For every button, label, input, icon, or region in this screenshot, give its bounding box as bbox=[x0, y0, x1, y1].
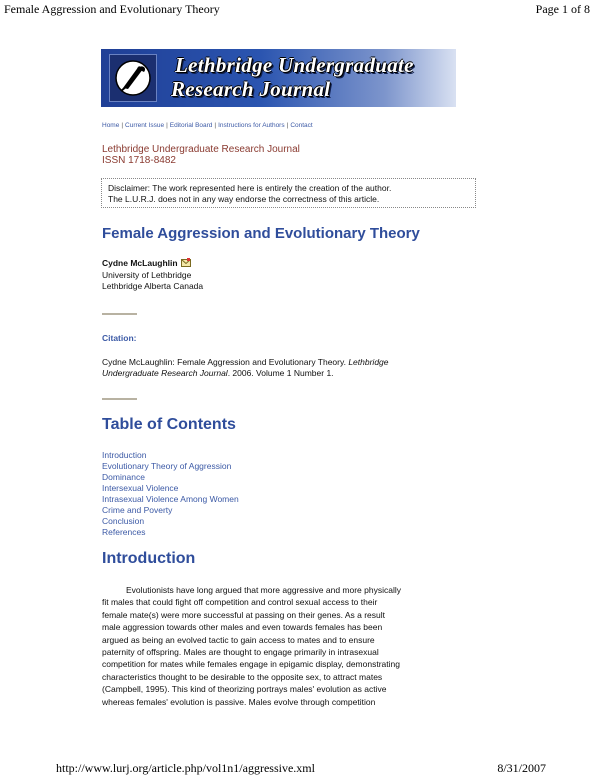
toc-link-evolutionary-theory[interactable]: Evolutionary Theory of Aggression bbox=[102, 461, 232, 471]
disclaimer-box bbox=[101, 178, 476, 208]
toc-link-intrasexual-violence[interactable]: Intrasexual Violence Among Women bbox=[102, 494, 239, 504]
nav-current-issue-link[interactable]: Current Issue bbox=[125, 122, 165, 129]
text-line: characteristics thought to be desirable to the opposite sex, to attract mates bbox=[102, 671, 383, 682]
toc-link-intersexual-violence[interactable]: Intersexual Violence bbox=[102, 483, 179, 493]
disclaimer-line-2: The L.U.R.J. does not in any way endorse the correctness of this article. bbox=[108, 194, 380, 204]
text-line: male aggression towards other males and even towards females has been bbox=[102, 622, 383, 633]
toc-link-crime-poverty[interactable]: Crime and Poverty bbox=[102, 505, 173, 515]
text-line: whereas females' evolution is passive. Males evolve through competition bbox=[102, 696, 376, 707]
banner-title-line2: Research Journal bbox=[171, 77, 331, 101]
toc-link-dominance[interactable]: Dominance bbox=[102, 472, 145, 482]
nav-contact-link[interactable]: Contact bbox=[290, 122, 313, 129]
text-line: female mate(s) were more successful at passing on their genes. As a result bbox=[102, 609, 385, 620]
introduction-heading: Introduction bbox=[102, 550, 196, 567]
author-name: Cydne McLaughlin bbox=[102, 258, 178, 268]
nav-separator: | bbox=[214, 122, 217, 129]
citation-journal-part2: Undergraduate Research Journal bbox=[102, 368, 228, 378]
citation-text bbox=[102, 357, 482, 379]
journal-issn: ISSN 1718-8482 bbox=[102, 155, 176, 166]
quill-logo-icon bbox=[109, 54, 157, 102]
toc-link-conclusion[interactable]: Conclusion bbox=[102, 516, 145, 526]
text-line: paternity of offspring. Males are thought to engage primarily in intrasexual bbox=[102, 647, 379, 658]
toc-heading: Table of Contents bbox=[102, 416, 236, 433]
journal-info bbox=[102, 144, 300, 166]
citation-prefix: Cydne McLaughlin: Female Aggression and Evolutionary Theory. bbox=[102, 357, 349, 367]
toc-link-references[interactable]: References bbox=[102, 527, 146, 537]
print-header-page: Page 1 of 8 bbox=[535, 2, 590, 16]
top-navigation bbox=[102, 122, 313, 129]
author-affiliation-1: University of Lethbridge bbox=[102, 270, 192, 280]
nav-home-link[interactable]: Home bbox=[102, 122, 120, 129]
author-block bbox=[102, 258, 203, 292]
introduction-paragraph bbox=[102, 584, 482, 708]
print-header-title: Female Aggression and Evolutionary Theory bbox=[4, 2, 220, 16]
nav-separator: | bbox=[286, 122, 289, 129]
journal-name: Lethbridge Undergraduate Research Journal bbox=[102, 144, 300, 155]
print-footer-date: 8/31/2007 bbox=[497, 761, 546, 775]
nav-editorial-board-link[interactable]: Editorial Board bbox=[169, 122, 213, 129]
email-author-icon[interactable] bbox=[181, 258, 191, 270]
citation-label: Citation: bbox=[102, 333, 137, 343]
citation-journal-part1: Lethbridge bbox=[348, 357, 389, 367]
text-line: Evolutionists have long argued that more aggressive and more physically bbox=[126, 585, 401, 595]
section-divider bbox=[102, 313, 137, 315]
nav-instructions-link[interactable]: Instructions for Authors bbox=[218, 122, 285, 129]
print-footer-url: http://www.lurj.org/article.php/vol1n1/aggressive.xml bbox=[56, 761, 315, 775]
text-line: (Campbell, 1995). This kind of theorizing portrays males' evolution as active bbox=[102, 684, 387, 695]
article-title: Female Aggression and Evolutionary Theory bbox=[102, 225, 420, 242]
banner-title-line1: Lethbridge Undergraduate bbox=[175, 53, 414, 77]
author-affiliation-2: Lethbridge Alberta Canada bbox=[102, 281, 204, 291]
text-line: argued as being an evolved tactic to gain access to mates and to ensure bbox=[102, 634, 375, 645]
text-line: competition for mates while females engage in epigamic display, demonstrating bbox=[102, 659, 400, 670]
section-divider bbox=[102, 398, 137, 400]
nav-separator: | bbox=[166, 122, 168, 129]
journal-banner[interactable] bbox=[101, 49, 456, 107]
text-line: fit males that could fight off competition and control sexual access to their bbox=[102, 597, 378, 608]
citation-suffix: . 2006. Volume 1 Number 1. bbox=[227, 368, 334, 378]
toc-link-introduction[interactable]: Introduction bbox=[102, 450, 147, 460]
nav-separator: | bbox=[121, 122, 124, 129]
disclaimer-line-1: Disclaimer: The work represented here is entirely the creation of the author. bbox=[108, 183, 392, 193]
toc-list bbox=[102, 450, 239, 538]
